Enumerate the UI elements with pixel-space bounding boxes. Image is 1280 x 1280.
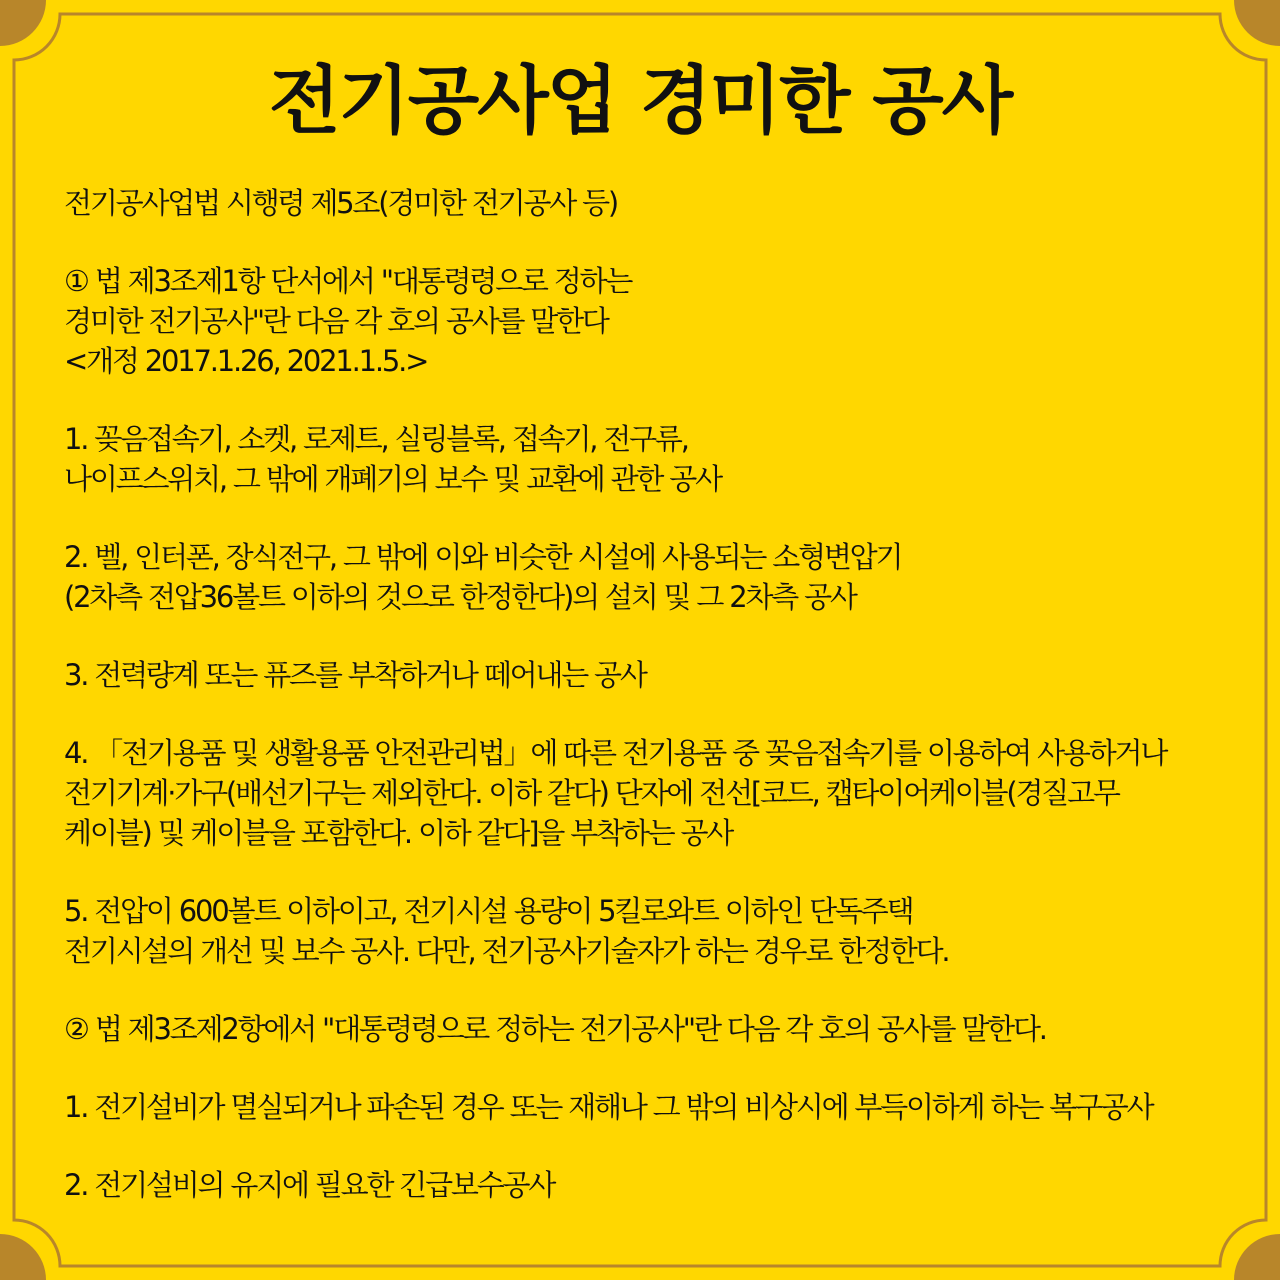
clause-2-line: ② 법 제3조제2항에서 "대통령령으로 정하는 전기공사"란 다음 각 호의 공사를 말한다. xyxy=(64,1012,1046,1046)
clause-1-line: ① 법 제3조제1항 단서에서 "대통령령으로 정하는 xyxy=(64,264,632,298)
clause-1-item-2: (2차측 전압36볼트 이하의 것으로 한정한다)의 설치 및 그 2차측 공사 xyxy=(64,580,856,614)
clause-1-amendment: <개정 2017.1.26, 2021.1.5.> xyxy=(64,344,428,378)
clause-1-item-4: 전기기계·가구(배선기구는 제외한다. 이하 같다) 단자에 전선[코드, 캡타이어케이블(경질고무 xyxy=(64,776,1119,810)
clause-1-item-5: 전기시설의 개선 및 보수 공사. 다만, 전기공사기술자가 하는 경우로 한정한다. xyxy=(64,934,949,968)
law-heading: 전기공사업법 시행령 제5조(경미한 전기공사 등) xyxy=(64,186,618,220)
clause-1-item-4: 4. 「전기용품 및 생활용품 안전관리법」에 따른 전기용품 중 꽂음접속기를 이용하여 사용하거나 xyxy=(64,736,1167,770)
spacer xyxy=(64,1127,1234,1165)
law-text xyxy=(64,183,1234,1205)
clause-1-item-4: 케이블) 및 케이블을 포함한다. 이하 같다]을 부착하는 공사 xyxy=(64,816,733,850)
clause-1-item-2: 2. 벨, 인터폰, 장식전구, 그 밖에 이와 비슷한 시설에 사용되는 소형변압기 xyxy=(64,540,902,574)
clause-1-item-5: 5. 전압이 600볼트 이하이고, 전기시설 용량이 5킬로와트 이하인 단독주택 xyxy=(64,894,913,928)
spacer xyxy=(64,617,1234,655)
clause-1-line: 경미한 전기공사"란 다음 각 호의 공사를 말한다 xyxy=(64,304,608,338)
clause-2-item-1: 1. 전기설비가 멸실되거나 파손된 경우 또는 재해나 그 밖의 비상시에 부득이하게 하는 복구공사 xyxy=(64,1090,1153,1124)
spacer xyxy=(64,223,1234,261)
spacer xyxy=(64,695,1234,733)
spacer xyxy=(64,499,1234,537)
page-title: 전기공사업 경미한 공사 xyxy=(268,58,1012,144)
clause-1-item-1: 나이프스위치, 그 밖에 개폐기의 보수 및 교환에 관한 공사 xyxy=(64,462,721,496)
spacer xyxy=(64,1049,1234,1087)
clause-2-item-2: 2. 전기설비의 유지에 필요한 긴급보수공사 xyxy=(64,1168,555,1202)
spacer xyxy=(64,381,1234,419)
spacer xyxy=(64,853,1234,891)
clause-1-item-3: 3. 전력량계 또는 퓨즈를 부착하거나 떼어내는 공사 xyxy=(64,658,646,692)
clause-1-item-1: 1. 꽂음접속기, 소켓, 로제트, 실링블록, 접속기, 전구류, xyxy=(64,422,688,456)
spacer xyxy=(64,971,1234,1009)
